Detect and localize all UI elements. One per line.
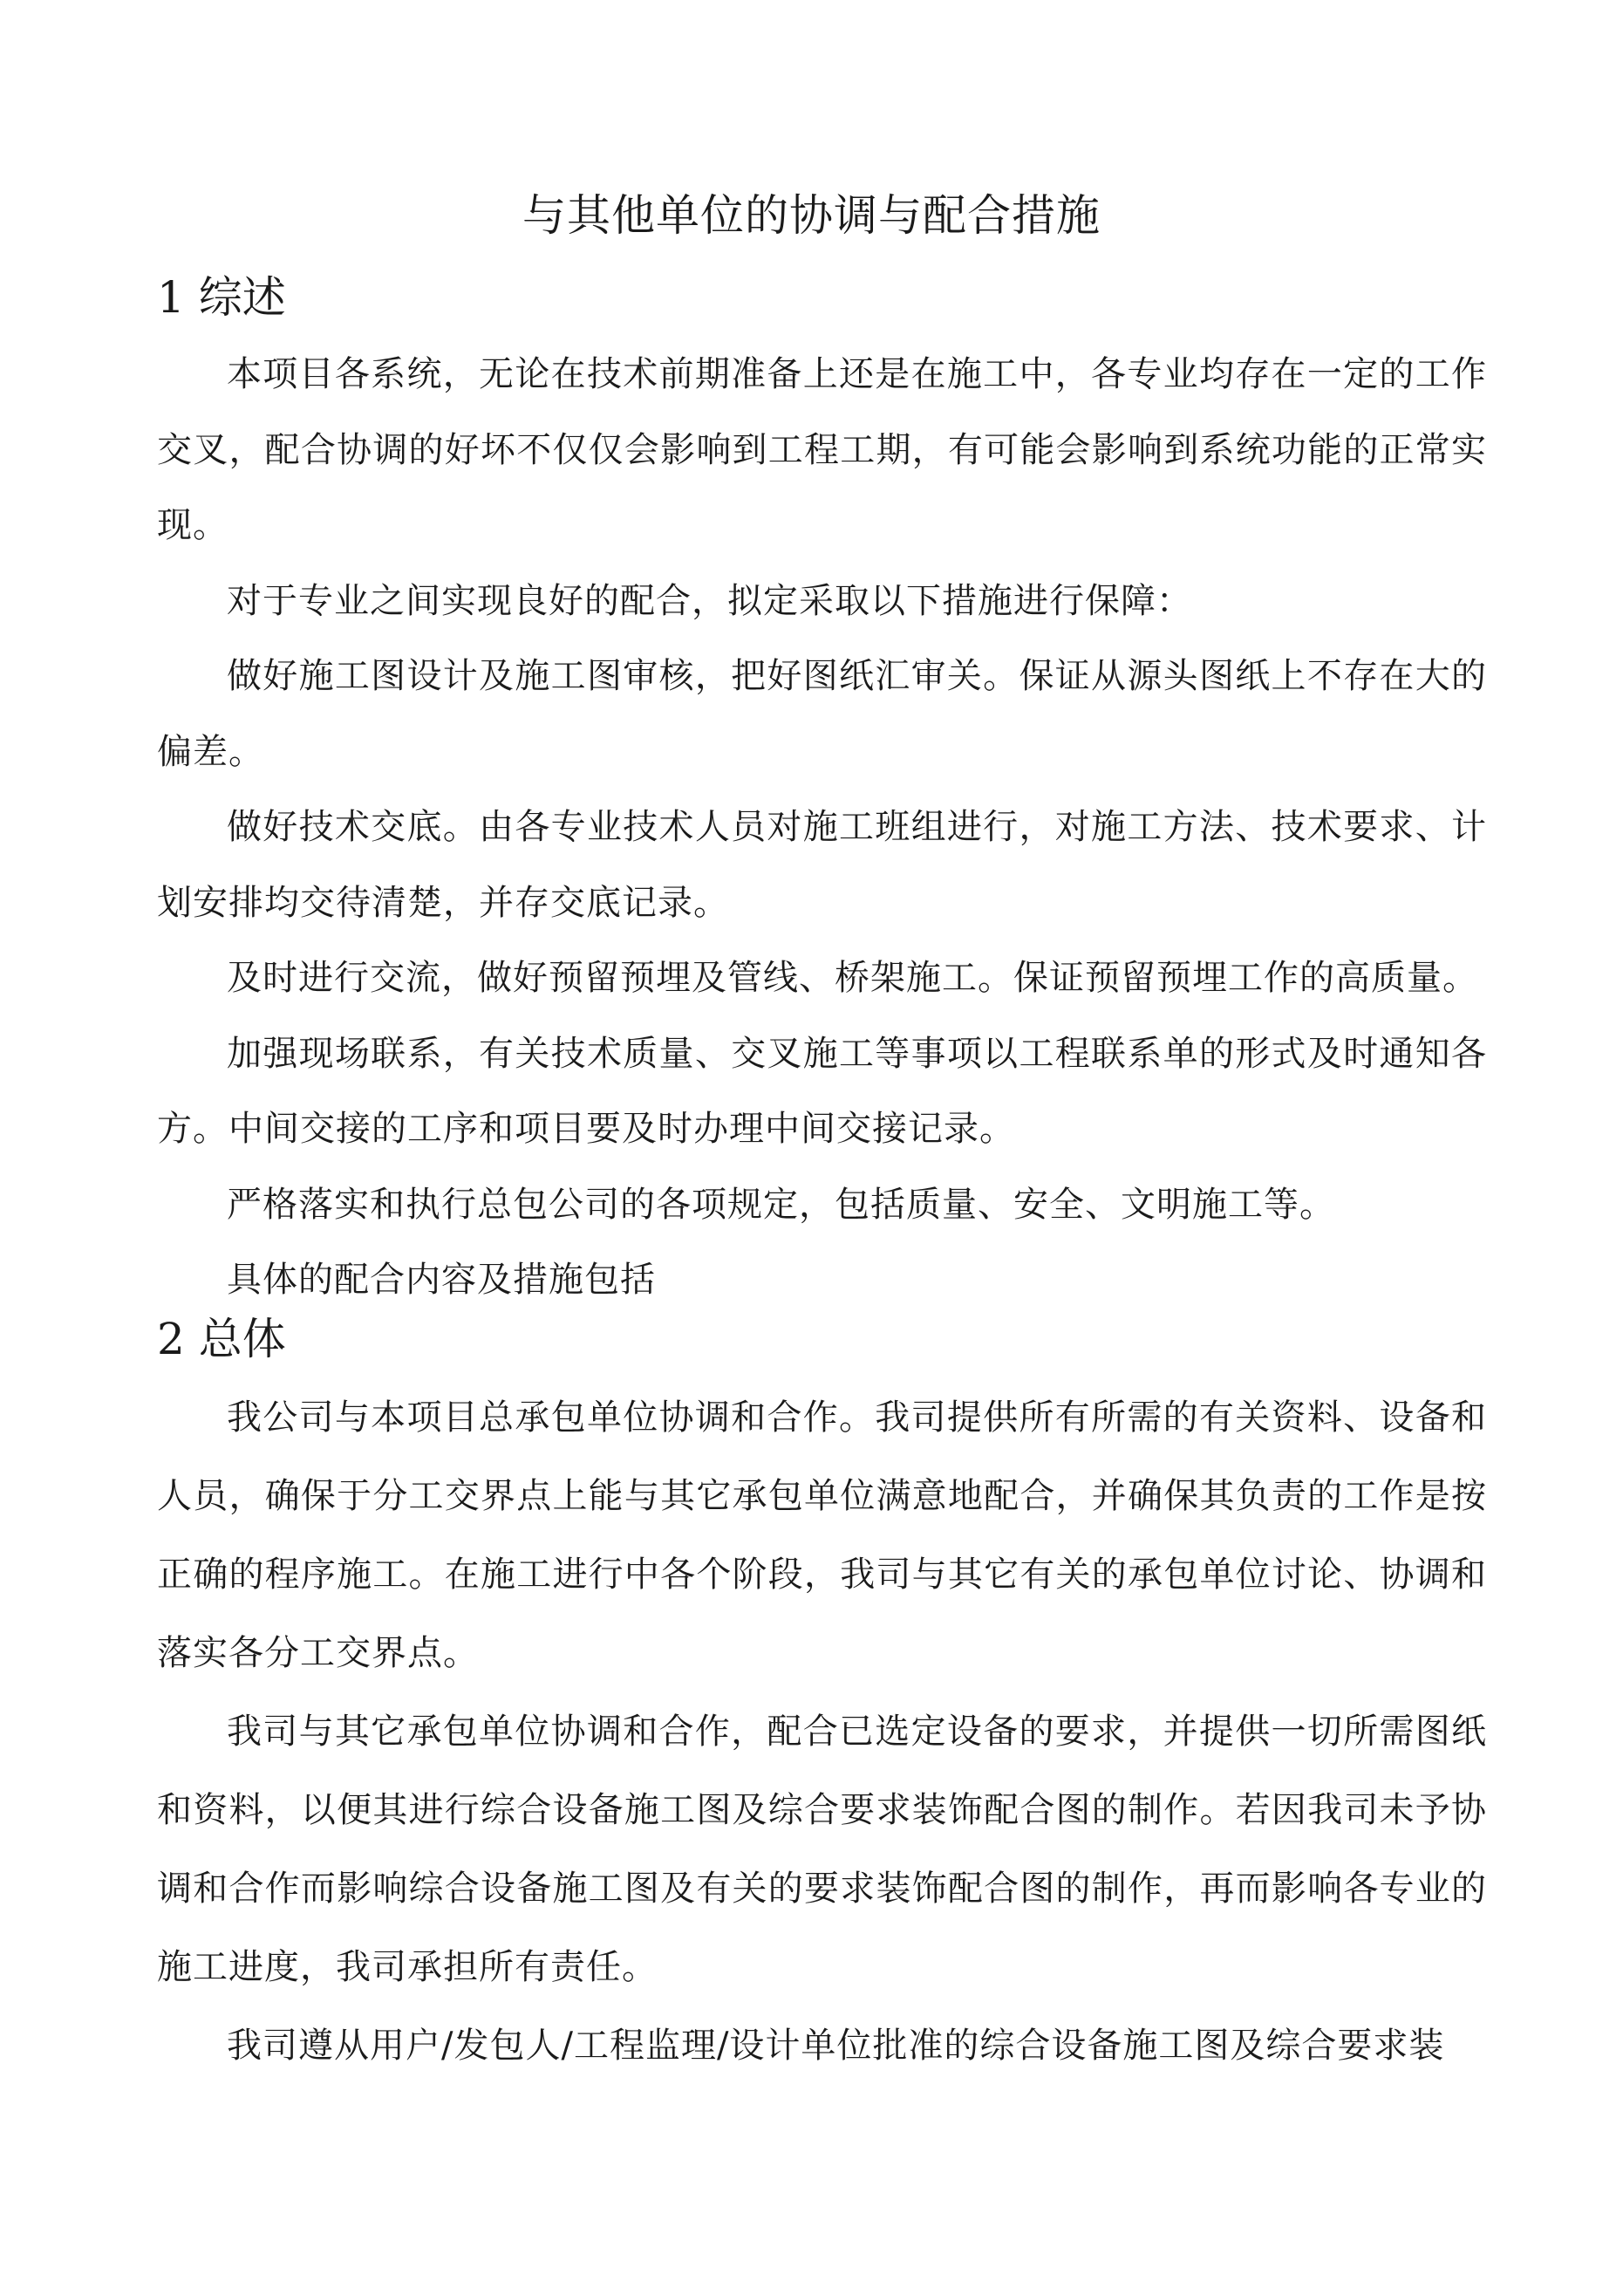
document-title: 与其他单位的协调与配合措施 — [522, 190, 1101, 241]
paragraph: 做好技术交底。由各专业技术人员对施工班组进行，对施工方法、技术要求、计划安排均交待清楚，并存交底记录。 — [157, 807, 1487, 923]
paragraph: 及时进行交流，做好预留预埋及管线、桥架施工。保证预留预埋工作的高质量。 — [227, 958, 1478, 998]
section-heading: 2 总体 — [157, 1314, 286, 1364]
section-overview — [157, 267, 1487, 1318]
paragraph: 具体的配合内容及措施包括 — [227, 1260, 656, 1300]
paragraph: 对于专业之间实现良好的配合，拟定采取以下措施进行保障： — [227, 580, 1192, 621]
paragraph: 我司与其它承包单位协调和合作，配合已选定设备的要求，并提供一切所需图纸和资料，以便其进行综合设备施工图及综合要求装饰配合图的制作。若因我司未予协调和合作而影响综合设备施工图及有关的要求装饰配合图的制作，再而影响各专业的施工进度，我司承担所有责任。 — [157, 1712, 1487, 1987]
paragraph: 加强现场联系，有关技术质量、交叉施工等事项以工程联系单的形式及时通知各方。中间交接的工序和项目要及时办理中间交接记录。 — [157, 1033, 1487, 1149]
section-general — [157, 1309, 1487, 2085]
paragraph: 本项目各系统，无论在技术前期准备上还是在施工中，各专业均存在一定的工作交叉，配合协调的好坏不仅仅会影响到工程工期，有可能会影响到系统功能的正常实现。 — [157, 354, 1487, 545]
paragraph: 我司遵从用户/发包人/工程监理/设计单位批准的综合设备施工图及综合要求装 — [227, 2026, 1445, 2066]
section-heading: 1 综述 — [157, 272, 286, 323]
paragraph: 严格落实和执行总包公司的各项规定，包括质量、安全、文明施工等。 — [227, 1184, 1335, 1225]
paragraph: 我公司与本项目总承包单位协调和合作。我司提供所有所需的有关资料、设备和人员，确保于分工交界点上能与其它承包单位满意地配合，并确保其负责的工作是按正确的程序施工。在施工进行中各个阶段，我司与其它有关的承包单位讨论、协调和落实各分工交界点。 — [157, 1397, 1487, 1673]
paragraph: 做好施工图设计及施工图审核，把好图纸汇审关。保证从源头图纸上不存在大的偏差。 — [157, 656, 1487, 772]
